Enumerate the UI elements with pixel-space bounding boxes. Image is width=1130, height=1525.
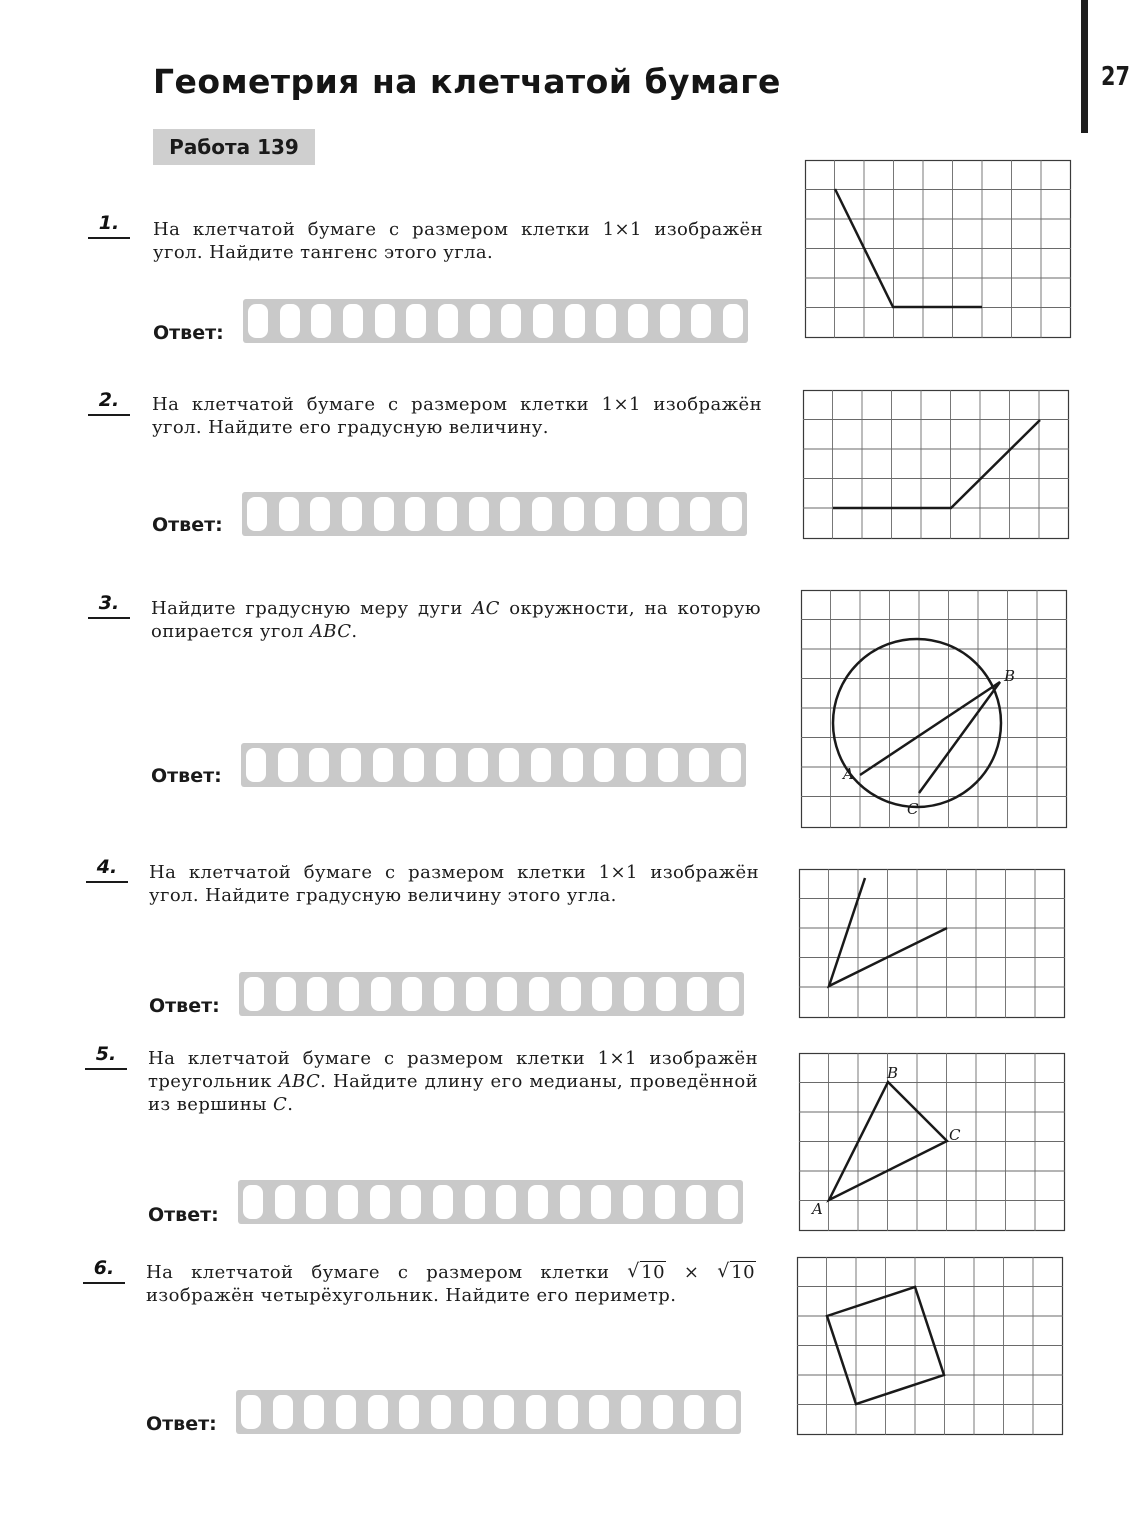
grid-border [804,391,1069,539]
answer-cell[interactable] [276,977,296,1011]
problem-number: 5. [95,1043,117,1065]
grid-lines [805,160,1071,338]
grid-lines [799,869,1065,1018]
answer-cell[interactable] [280,304,300,338]
answer-cell[interactable] [591,1185,611,1219]
answer-cell[interactable] [279,497,299,531]
point-c-label: C [907,800,919,818]
grid-lines [799,1053,1065,1231]
answer-cell[interactable] [496,1185,516,1219]
answer-cell[interactable] [246,748,266,782]
answer-cell[interactable] [436,748,456,782]
answer-cell[interactable] [248,304,268,338]
problem-number: 3. [98,592,120,614]
answer-cell[interactable] [623,1185,643,1219]
angle-label: ABC [309,621,352,642]
answer-cell[interactable] [656,977,676,1011]
answer-cell[interactable] [375,304,395,338]
grid-border [806,161,1071,338]
grid-border [800,870,1065,1018]
answer-cell[interactable] [501,304,521,338]
answer-cell[interactable] [658,748,678,782]
answer-cell[interactable] [497,977,517,1011]
answer-cell[interactable] [468,748,488,782]
grid-lines [803,390,1069,539]
problem-text: На клетчатой бумаге с размером клетки 1×1 изображён угол. Найдите тангенс этого угла. [153,219,763,263]
answer-cell[interactable] [278,748,298,782]
figure-4-grid [799,869,1065,1018]
problem-number-underline [83,1282,125,1284]
angle-shape [835,189,982,307]
answer-cell[interactable] [307,977,327,1011]
answer-cell[interactable] [563,748,583,782]
answer-cell[interactable] [596,304,616,338]
answer-cell[interactable] [528,1185,548,1219]
answer-cell[interactable] [310,497,330,531]
answer-cell[interactable] [243,1185,263,1219]
answer-cell[interactable] [309,748,329,782]
angle-shape [833,420,1040,508]
answer-cell[interactable] [275,1185,295,1219]
answer-cell[interactable] [691,304,711,338]
problem-text: На клетчатой бумаге с размером клетки 1×1 изображён угол. Найдите градусную величину этого угла. [149,862,759,906]
answer-cell[interactable] [247,497,267,531]
point-a-label: A [812,1200,823,1218]
vertex-label: C [273,1094,288,1115]
answer-field[interactable] [241,743,746,787]
answer-label: Ответ: [149,995,220,1017]
text-part: На клетчатой бумаге с размером клетки [146,1262,628,1283]
answer-cell[interactable] [561,977,581,1011]
text-part: На клетчатой бумаге с размером клетки 1×1 изображён треугольник [148,1048,758,1092]
answer-cell[interactable] [244,977,264,1011]
answer-cell[interactable] [589,1395,609,1429]
answer-cell[interactable] [434,977,454,1011]
sqrt-expression: √ 10 [627,1261,666,1284]
answer-label: Ответ: [152,514,223,536]
work-label: Работа 139 [153,129,315,165]
triangle [829,1082,947,1200]
answer-cell[interactable] [532,497,552,531]
answer-cell[interactable] [716,1395,736,1429]
answer-cell[interactable] [628,304,648,338]
answer-cell[interactable] [311,304,331,338]
text-part: изображён четырёхугольник. Найдите его периметр. [146,1285,677,1306]
answer-cell[interactable] [723,304,743,338]
answer-cell[interactable] [660,304,680,338]
answer-cell[interactable] [494,1395,514,1429]
answer-cell[interactable] [686,1185,706,1219]
triangle-label: ABC [278,1071,321,1092]
problem-text [151,597,761,643]
answer-cell[interactable] [499,748,519,782]
grid-lines [801,590,1067,828]
answer-cell[interactable] [718,1185,738,1219]
answer-cell[interactable] [533,304,553,338]
problem-number-underline [85,1068,127,1070]
figure-5-grid [799,1053,1065,1231]
answer-cell[interactable] [438,304,458,338]
page-edge-rule [1081,0,1088,133]
point-b-label: B [887,1064,899,1082]
answer-cell[interactable] [374,497,394,531]
answer-cell[interactable] [526,1395,546,1429]
answer-cell[interactable] [722,497,742,531]
problem-text: На клетчатой бумаге с размером клетки 1×1 изображён угол. Найдите его градусную величину. [152,394,762,438]
answer-cell[interactable] [343,304,363,338]
arc-label: AC [472,598,500,619]
answer-cell[interactable] [531,748,551,782]
point-a-label: A [843,765,854,783]
angle-shape [829,878,947,986]
answer-cell[interactable] [469,497,489,531]
problem-number: 6. [93,1257,115,1279]
answer-field[interactable] [238,1180,743,1224]
answer-cell[interactable] [690,497,710,531]
answer-cell[interactable] [465,1185,485,1219]
figure-3-grid [801,590,1067,828]
answer-cell[interactable] [466,977,486,1011]
answer-cell[interactable] [342,497,362,531]
answer-cell[interactable] [463,1395,483,1429]
answer-cell[interactable] [655,1185,675,1219]
answer-cell[interactable] [594,748,614,782]
answer-cell[interactable] [371,977,391,1011]
answer-cell[interactable] [719,977,739,1011]
point-b-label: B [1004,667,1016,685]
answer-cell[interactable] [621,1395,641,1429]
grid-border [802,591,1067,828]
answer-cell[interactable] [339,977,359,1011]
answer-cell[interactable] [500,497,520,531]
text-part: окружности, на которую опирается угол [151,598,761,642]
answer-cell[interactable] [402,977,422,1011]
answer-label: Ответ: [153,322,224,344]
problem-text [146,1261,756,1307]
answer-cell[interactable] [399,1395,419,1429]
answer-cell[interactable] [470,304,490,338]
answer-cell[interactable] [595,497,615,531]
answer-cell[interactable] [564,497,584,531]
answer-cell[interactable] [405,497,425,531]
text-part: Найдите градусную меру дуги [151,598,473,619]
answer-cell[interactable] [241,1395,261,1429]
answer-cell[interactable] [368,1395,388,1429]
answer-cell[interactable] [437,497,457,531]
answer-cell[interactable] [558,1395,578,1429]
answer-cell[interactable] [370,1185,390,1219]
answer-cell[interactable] [565,304,585,338]
problem-number-underline [88,414,130,416]
answer-cell[interactable] [433,1185,453,1219]
text-part: . Найдите длину его медианы, проведённой из вершины [148,1071,758,1115]
sqrt-expression: √ 10 [717,1261,756,1284]
figure-1-grid [805,160,1071,338]
answer-cell[interactable] [341,748,361,782]
answer-cell[interactable] [687,977,707,1011]
problem-number-underline [88,237,130,239]
answer-cell[interactable] [659,497,679,531]
page-title: Геометрия на клетчатой бумаге [153,62,781,101]
text-part: . [351,621,358,642]
answer-label: Ответ: [151,765,222,787]
problem-number: 4. [96,856,118,878]
answer-cell[interactable] [273,1395,293,1429]
figure-6-grid [797,1257,1063,1435]
answer-cell[interactable] [560,1185,580,1219]
problem-number: 2. [98,389,120,411]
page-number: 27 [1101,62,1130,92]
answer-label: Ответ: [146,1413,217,1435]
answer-field[interactable] [242,492,747,536]
answer-cell[interactable] [306,1185,326,1219]
answer-cell[interactable] [626,748,646,782]
point-c-label: C [949,1126,961,1144]
circle [833,639,1001,807]
answer-cell[interactable] [624,977,644,1011]
answer-cell[interactable] [592,977,612,1011]
answer-cell[interactable] [627,497,647,531]
figure-2-grid [803,390,1069,539]
answer-label: Ответ: [148,1204,219,1226]
answer-cell[interactable] [406,304,426,338]
answer-field[interactable] [236,1390,741,1434]
times-sign: × [683,1262,700,1283]
text-part: . [287,1094,294,1115]
answer-cell[interactable] [373,748,393,782]
grid-border [800,1054,1065,1231]
answer-field[interactable] [243,299,748,343]
problem-number-underline [88,617,130,619]
answer-cell[interactable] [529,977,549,1011]
answer-cell[interactable] [404,748,424,782]
problem-number: 1. [98,212,120,234]
answer-cell[interactable] [684,1395,704,1429]
answer-cell[interactable] [401,1185,421,1219]
answer-cell[interactable] [338,1185,358,1219]
answer-cell[interactable] [336,1395,356,1429]
answer-field[interactable] [239,972,744,1016]
answer-cell[interactable] [689,748,709,782]
problem-number-underline [86,881,128,883]
answer-cell[interactable] [653,1395,673,1429]
problem-text [148,1047,758,1116]
answer-cell[interactable] [721,748,741,782]
answer-cell[interactable] [431,1395,451,1429]
answer-cell[interactable] [304,1395,324,1429]
